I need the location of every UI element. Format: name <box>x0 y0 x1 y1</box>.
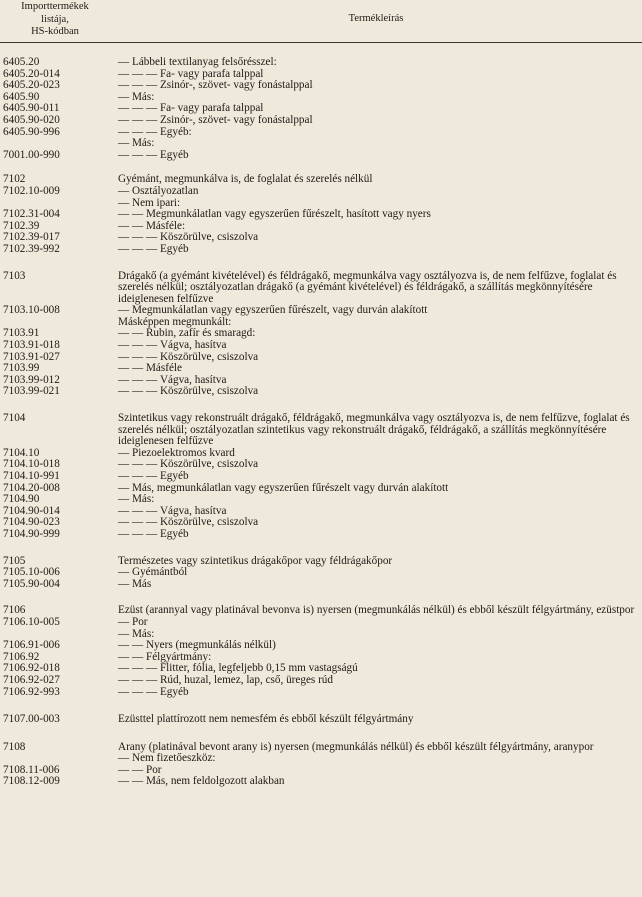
table-row <box>0 103 642 115</box>
table-row <box>0 127 642 139</box>
hs-code: 6405.90 <box>3 90 40 103</box>
indent-dashes: — — <box>118 775 146 788</box>
description-text: Másféle: <box>145 219 186 232</box>
table-row <box>0 186 642 198</box>
product-description <box>118 271 638 306</box>
hs-code: 7102.10-009 <box>3 184 60 197</box>
description-text: Megmunkálatlan vagy egyszerűen fűrészelt, vagy durván alakított <box>131 304 428 317</box>
description-text: Más, nem feldolgozott alakban <box>145 775 285 788</box>
indent-dashes: — <box>118 196 132 209</box>
hs-code: 7105 <box>3 554 26 567</box>
hs-code: 7106.92 <box>3 650 40 663</box>
indent-dashes: — — — <box>118 148 160 161</box>
product-description <box>118 80 638 92</box>
product-description <box>118 483 638 495</box>
indent-dashes: — <box>118 752 132 765</box>
description-text: Egyéb <box>159 148 189 161</box>
hs-code: 7104.90-999 <box>3 527 60 540</box>
hs-code: 6405.90-011 <box>3 102 60 115</box>
description-text: Egyéb <box>159 242 189 255</box>
table-row <box>0 675 642 687</box>
description-text: Köszörülve, csiszolva <box>159 350 259 363</box>
description-text: Fa- vagy parafa talppal <box>159 67 264 80</box>
table-row <box>0 232 642 244</box>
description-text: Gyémántból <box>131 566 188 579</box>
description-text: Piezoelektromos kvard <box>131 446 235 459</box>
indent-dashes: — — <box>118 763 146 776</box>
hs-code: 7106 <box>3 604 26 617</box>
product-description <box>118 232 638 244</box>
product-description <box>118 567 638 579</box>
table-row <box>0 687 642 699</box>
table-row <box>0 221 642 233</box>
table-row <box>0 340 642 352</box>
indent-dashes: — <box>118 481 132 494</box>
product-description <box>118 127 638 139</box>
indent-dashes: — <box>118 577 132 590</box>
hs-code: 7104.90-014 <box>3 504 60 517</box>
code-header-line: Importtermékek <box>21 1 89 12</box>
hs-code: 7106.92-027 <box>3 673 60 686</box>
hs-code: 6405.20-014 <box>3 67 60 80</box>
description-text: Egyéb: <box>159 125 192 138</box>
description-text: Por <box>145 763 162 776</box>
table-header <box>0 0 642 43</box>
table-row <box>0 494 642 506</box>
description-text: Vágva, hasítva <box>159 373 227 386</box>
table-row <box>0 209 642 221</box>
product-description <box>118 413 638 448</box>
description-text: Másképpen megmunkált: <box>118 315 232 328</box>
indent-dashes: — — — <box>118 673 160 686</box>
description-text: Köszörülve, csiszolva <box>159 458 259 471</box>
hs-code: 7104.90 <box>3 493 40 506</box>
table-row <box>0 244 642 256</box>
description-text: Természetes vagy szintetikus drágakőpor vagy féldrágakőpor <box>118 554 393 567</box>
table-row <box>0 174 642 186</box>
table-row <box>0 138 642 150</box>
indent-dashes: — <box>118 446 132 459</box>
indent-dashes: — — <box>118 362 146 375</box>
indent-dashes: — — <box>118 208 146 221</box>
description-text: Ezüst (arannyal vagy platinával bevonva is) nyersen (megmunkálás nélkül) és ebből készült félgyártmány, ezüstpor <box>118 604 635 617</box>
hs-code: 7104.10-991 <box>3 470 60 482</box>
product-description <box>118 675 638 687</box>
table-row <box>0 375 642 387</box>
hs-code: 7102.39-017 <box>3 231 60 244</box>
description-text: Nyers (megmunkálás nélkül) <box>145 639 276 652</box>
indent-dashes: — — — <box>118 350 160 363</box>
description-text: Egyéb <box>159 470 189 482</box>
description-text: Egyéb <box>159 527 189 540</box>
indent-dashes: — — — <box>118 102 160 115</box>
product-description <box>118 517 638 529</box>
indent-dashes: — <box>118 184 132 197</box>
hs-code: 7107.00-003 <box>3 713 60 726</box>
indent-dashes: — — — <box>118 79 160 92</box>
hs-code: 6405.90-996 <box>3 125 60 138</box>
indent-dashes: — — — <box>118 516 160 529</box>
indent-dashes: — — — <box>118 125 160 138</box>
table-row <box>0 150 642 162</box>
description-text: Nem ipari: <box>131 196 181 209</box>
indent-dashes: — <box>118 137 132 150</box>
indent-dashes: — <box>118 493 132 506</box>
hs-code: 7102 <box>3 173 26 186</box>
hs-code: 6405.20 <box>3 56 40 68</box>
table-row <box>0 640 642 652</box>
description-text: Por <box>131 615 148 628</box>
indent-dashes: — — — <box>118 385 160 398</box>
table-row <box>0 517 642 529</box>
hs-code: 7103.99-021 <box>3 385 60 398</box>
table-row <box>0 317 642 329</box>
hs-code: 7102.31-004 <box>3 208 60 221</box>
indent-dashes: — — — <box>118 504 160 517</box>
description-text: Zsinór-, szövet- vagy fonástalppal <box>159 79 313 92</box>
product-description <box>118 579 638 591</box>
description-text: Rúd, huzal, lemez, lap, cső, üreges rúd <box>159 673 333 686</box>
table-row <box>0 742 642 754</box>
hs-code: 7104.20-008 <box>3 481 60 494</box>
indent-dashes: — — — <box>118 373 160 386</box>
hs-code: 7103.10-008 <box>3 304 60 317</box>
description-text: Más: <box>131 627 155 640</box>
description-text: Más: <box>131 493 155 506</box>
description-text: Más, megmunkálatlan vagy egyszerűen fűrészelt vagy durván alakított <box>131 481 449 494</box>
hs-code: 7108.11-006 <box>3 763 60 776</box>
hs-code: 7102.39-992 <box>3 242 60 255</box>
hs-code: 7103.99-012 <box>3 373 60 386</box>
code-column-header <box>0 1 110 39</box>
description-text: Zsinór-, szövet- vagy fonástalppal <box>159 113 313 126</box>
hs-code: 7103.91-027 <box>3 350 60 363</box>
indent-dashes: — <box>118 627 132 640</box>
hs-code: 7106.10-005 <box>3 615 60 628</box>
hs-code: 7001.00-990 <box>3 148 60 161</box>
product-description <box>118 244 638 256</box>
table-row <box>0 629 642 641</box>
description-text: Osztályozatlan <box>131 184 199 197</box>
table-row <box>0 617 642 629</box>
table-row <box>0 328 642 340</box>
description-text: Vágva, hasítva <box>159 339 227 352</box>
code-header-line: HS-kódban <box>31 26 79 37</box>
code-header-line: listája, <box>41 13 69 25</box>
hs-code: 7103.99 <box>3 362 40 375</box>
product-description <box>118 687 638 699</box>
table-row <box>0 567 642 579</box>
table-row <box>0 271 642 306</box>
table-row <box>0 776 642 788</box>
description-column-header: Termékleírás <box>348 13 404 24</box>
product-description <box>118 714 638 726</box>
table-row <box>0 305 642 317</box>
description-text: Vágva, hasítva <box>159 504 227 517</box>
indent-dashes: — — — <box>118 470 160 482</box>
description-text: Köszörülve, csiszolva <box>159 516 259 529</box>
hs-code: 7103.91 <box>3 327 40 340</box>
hs-code: 6405.20-023 <box>3 79 60 92</box>
product-description <box>118 209 638 221</box>
indent-dashes: — — — <box>118 113 160 126</box>
product-description <box>118 138 638 150</box>
table-row <box>0 363 642 375</box>
description-text: Egyéb <box>159 685 189 698</box>
indent-dashes: — — <box>118 650 146 663</box>
hs-code: 7108.12-009 <box>3 775 60 788</box>
hs-code: 7105.10-006 <box>3 566 60 579</box>
table-row <box>0 115 642 127</box>
table-row <box>0 605 642 617</box>
indent-dashes: — <box>118 56 132 68</box>
description-text: Fa- vagy parafa talppal <box>159 102 264 115</box>
description-text: Drágakő (a gyémánt kivételével) és féldrágakő, megmunkálva vagy osztályozva is, de nem felfűzve, foglalat és szerelés nélkül; osztályozatlan drágakő (a gyémánt kivételével) és féldrágakő, a szállítás megkönnyítésére ideiglenesen felfűzve <box>118 269 617 305</box>
table-row <box>0 352 642 364</box>
product-description <box>118 753 638 765</box>
table-row <box>0 529 642 541</box>
table-row <box>0 413 642 448</box>
table-row <box>0 69 642 81</box>
table-row <box>0 765 642 777</box>
indent-dashes: — — — <box>118 242 160 255</box>
table-row <box>0 92 642 104</box>
table-row <box>0 448 642 460</box>
table-row <box>0 386 642 398</box>
indent-dashes: — — — <box>118 685 160 698</box>
hs-code: 7104.90-023 <box>3 516 60 529</box>
hs-code: 7103.91-018 <box>3 339 60 352</box>
indent-dashes: — — — <box>118 231 160 244</box>
hs-code: 7106.91-006 <box>3 639 60 652</box>
description-text: Rubin, zafír és smaragd: <box>145 327 256 340</box>
description-text: Lábbeli textilanyag felsőrésszel: <box>131 56 277 68</box>
table-row <box>0 459 642 471</box>
description-text: Más <box>131 577 152 590</box>
indent-dashes: — — — <box>118 339 160 352</box>
indent-dashes: — — — <box>118 662 160 675</box>
description-text: Köszörülve, csiszolva <box>159 385 259 398</box>
product-description <box>118 617 638 629</box>
table-row <box>0 506 642 518</box>
product-description <box>118 605 638 617</box>
hs-code: 7105.90-004 <box>3 577 60 590</box>
indent-dashes: — <box>118 90 132 103</box>
product-description <box>118 529 638 541</box>
product-description <box>118 352 638 364</box>
description-text: Másféle <box>145 362 183 375</box>
table-row <box>0 579 642 591</box>
product-description <box>118 115 638 127</box>
hs-code: 7103 <box>3 269 26 282</box>
product-description <box>118 459 638 471</box>
hs-code: 7104 <box>3 412 26 425</box>
product-description <box>118 150 638 162</box>
table-row <box>0 556 642 568</box>
indent-dashes: — <box>118 566 132 579</box>
indent-dashes: — — <box>118 327 146 340</box>
description-text: Köszörülve, csiszolva <box>159 231 259 244</box>
indent-dashes: — — — <box>118 67 160 80</box>
indent-dashes: — <box>118 615 132 628</box>
table-row <box>0 483 642 495</box>
indent-dashes: — — — <box>118 527 160 540</box>
indent-dashes: — — <box>118 219 146 232</box>
hs-code: 7102.39 <box>3 219 40 232</box>
hs-code: 6405.90-020 <box>3 113 60 126</box>
hs-code: 7106.92-993 <box>3 685 60 698</box>
table-row <box>0 714 642 726</box>
description-text: Félgyártmány: <box>145 650 212 663</box>
table-body <box>0 57 642 788</box>
description-text: Arany (platinával bevont arany is) nyersen (megmunkálás nélkül) és ebből készült félgyártmány, aranypor <box>118 740 594 753</box>
table-row <box>0 57 642 69</box>
hs-code: 7106.92-018 <box>3 662 60 675</box>
hs-code: 7104.10-018 <box>3 458 60 471</box>
product-description <box>118 186 638 198</box>
description-text: Szintetikus vagy rekonstruált drágakő, féldrágakő, megmunkálva vagy osztályozva is, de nem felfűzve, foglalat és szerelés nélkül; osztályozatlan szintetikus vagy rekonstruált drágakő, féldrágakő, a szállítás megkönnyítésére ideiglenesen felfűzve <box>118 412 630 448</box>
hs-code: 7104.10 <box>3 446 40 459</box>
hs-code: 7108 <box>3 740 26 753</box>
description-text: Más: <box>131 137 155 150</box>
description-text: Más: <box>131 90 155 103</box>
indent-dashes: — — <box>118 639 146 652</box>
product-description <box>118 556 638 568</box>
indent-dashes: — — — <box>118 458 160 471</box>
description-text: Gyémánt, megmunkálva is, de foglalat és szerelés nélkül <box>118 173 373 186</box>
table-row <box>0 80 642 92</box>
indent-dashes: — <box>118 304 132 317</box>
description-text: Ezüsttel plattírozott nem nemesfém és ebből készült félgyártmány <box>118 713 414 726</box>
description-text: Nem fizetőeszköz: <box>131 752 216 765</box>
description-text: Megmunkálatlan vagy egyszerűen fűrészelt, hasított vagy nyers <box>145 208 431 221</box>
description-text: Flitter, fólia, legfeljebb 0,15 mm vastagságú <box>159 662 358 675</box>
table-row <box>0 753 642 765</box>
product-description <box>118 776 638 788</box>
product-description <box>118 386 638 398</box>
